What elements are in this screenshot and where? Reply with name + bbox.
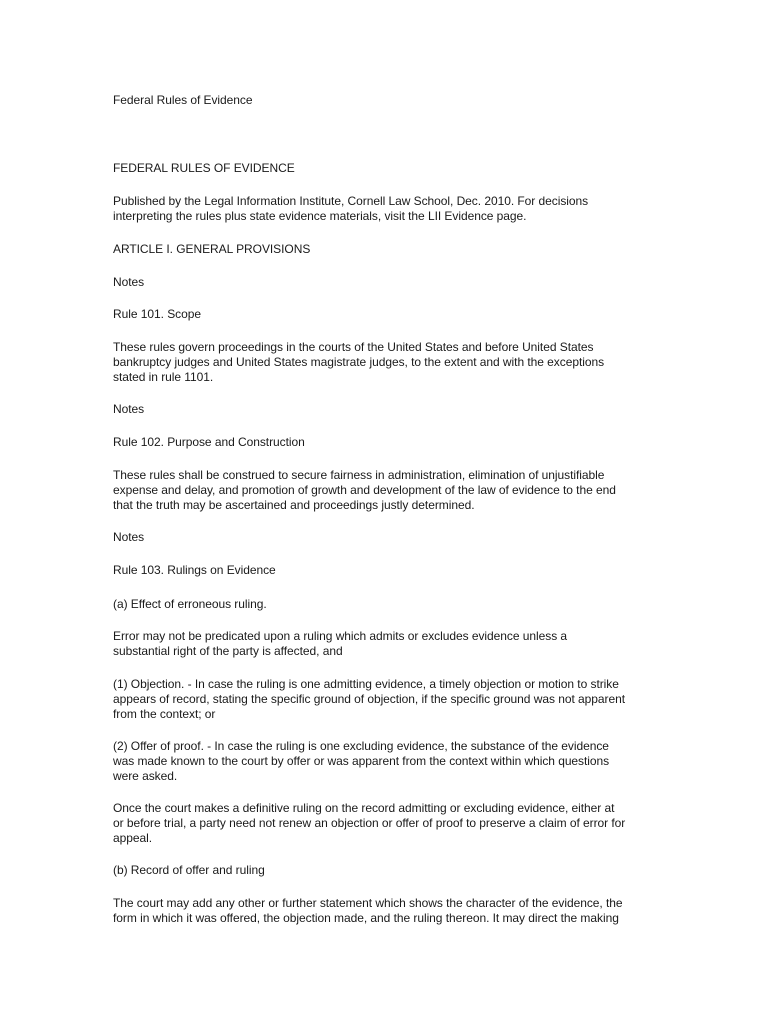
published-paragraph: Published by the Legal Information Institute, Cornell Law School, Dec. 2010. For decisions interpreting the rules plus state evidence materials, visit the LII Evidence page. [113,194,589,223]
rule-102-heading: Rule 102. Purpose and Construction [113,435,305,449]
rule-103-a-1-paragraph: (1) Objection. - In case the ruling is one admitting evidence, a timely objection or motion to strike appears of record, stating the specific ground of objection, if the specific ground was not apparent from the context; or [113,677,625,721]
notes-label: Notes [113,275,145,289]
rule-103-a-2-paragraph: (2) Offer of proof. - In case the ruling is one excluding evidence, the substance of the evidence was made known to the court by offer or was apparent from the context within which questions were asked. [113,739,610,783]
article-heading: ARTICLE I. GENERAL PROVISIONS [113,242,311,256]
rule-103-a-paragraph: Error may not be predicated upon a ruling which admits or excludes evidence unless a substantial right of the party is affected, and [113,629,568,658]
rule-103-b-heading: (b) Record of offer and ruling [113,863,265,877]
document-main-title: FEDERAL RULES OF EVIDENCE [113,161,295,175]
rule-103-heading: Rule 103. Rulings on Evidence [113,563,276,577]
notes-label: Notes [113,402,145,416]
rule-101-paragraph: These rules govern proceedings in the courts of the United States and before United States bankruptcy judges and United States magistrate judges, to the extent and with the exceptions stated in rule 1101. [113,340,605,384]
rule-101-heading: Rule 101. Scope [113,307,201,321]
rule-103-b-paragraph: The court may add any other or further statement which shows the character of the evidence, the form in which it was offered, the objection made, and the ruling thereon. It may direct the making [113,896,623,925]
notes-label: Notes [113,530,145,544]
rule-103-a-heading: (a) Effect of erroneous ruling. [113,597,267,611]
rule-102-paragraph: These rules shall be construed to secure fairness in administration, elimination of unjustifiable expense and delay, and promotion of growth and development of the law of evidence to the end that the truth may be ascertained and proceedings justly determined. [113,468,616,512]
rule-103-a-3-paragraph: Once the court makes a definitive ruling on the record admitting or excluding evidence, either at or before trial, a party need not renew an objection or offer of proof to preserve a claim of error for appeal. [113,801,626,845]
document-header-title: Federal Rules of Evidence [113,93,253,107]
